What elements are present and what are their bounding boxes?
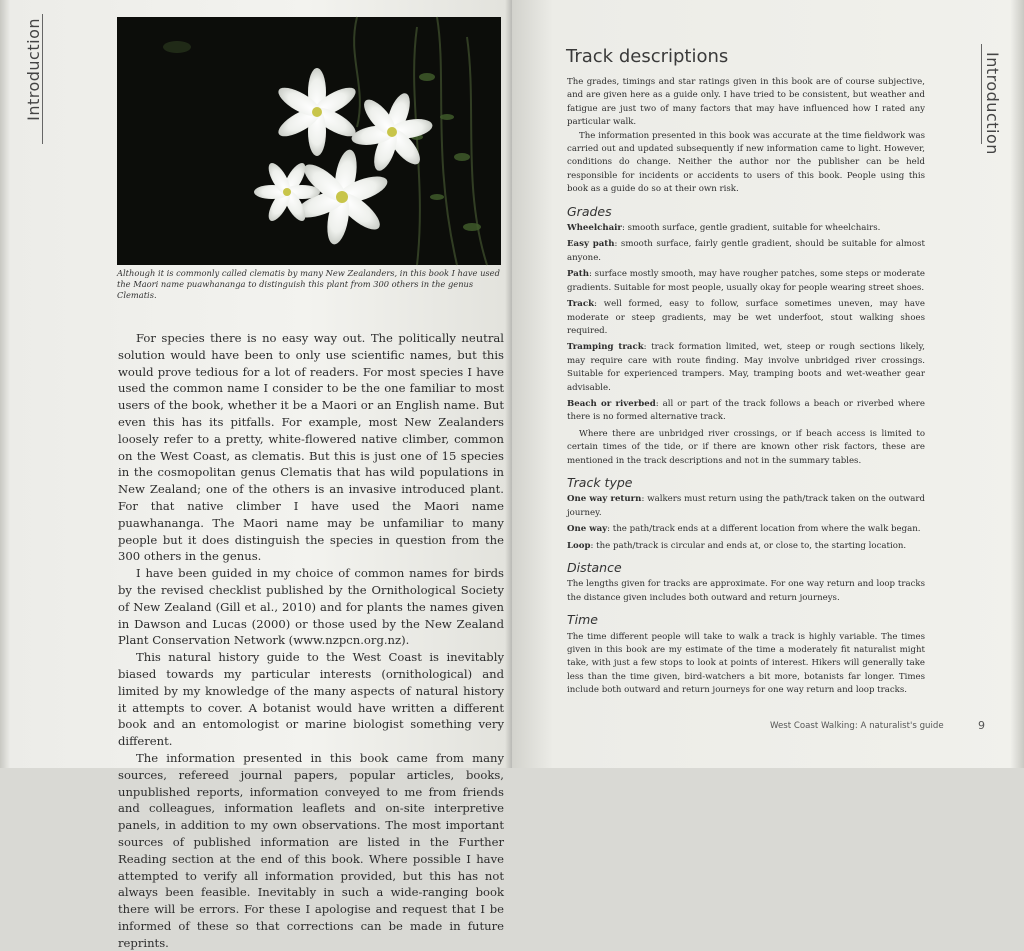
section-tab-rule [981,44,982,144]
track-type-term: Loop [567,540,591,551]
grade-definition [567,298,925,338]
body-paragraph: This natural history guide to the West Coast is inevitably biased towards my particular interests (ornithological) and limited by my knowledge of the many aspects of natural history it attempts to cover. A botanist would have written a different book and an entomologist or marine biologist something very different. [118,650,504,749]
grade-definition [567,398,925,425]
intro-paragraph: The grades, timings and star ratings given in this book are of course subjective, and are given here as a guide only. I have tried to be consistent, but weather and fatigue are just two of many factors that may have influenced how I rated any particular walk. [567,77,925,128]
section-heading-track-type: Track type [567,474,633,490]
flower-illustration [117,17,501,265]
left-body-text [118,330,504,951]
body-paragraph: I have been guided in my choice of common names for birds by the revised checklist published by the Ornithological Society of New Zealand (Gill et al., 2010) and for plants the names given in Dawson and Lucas (2000) or those used by the New Zealand Plant Conservation Network (www.nzpcn.org.nz). [118,566,504,648]
section-heading-time: Time [567,612,598,628]
right-body-text [567,76,925,698]
page-title: Track descriptions [566,46,729,67]
left-page [0,0,512,950]
track-type-desc: : the path/track ends at a different location from where the walk began. [607,524,921,535]
grade-definition [567,268,925,295]
section-tab-label: Introduction [24,18,43,121]
track-type-definition [567,523,925,536]
grade-desc: : smooth surface, fairly gentle gradient, should be suitable for almost anyone. [567,239,925,263]
grade-desc: : well formed, easy to follow, surface sometimes uneven, may have moderate or steep gradients, may be wet underfoot, stout walking shoes required. [567,299,925,336]
grade-desc: : all or part of the track follows a beach or riverbed where there is no formed alternative track. [567,398,925,423]
grade-definition [567,341,925,395]
running-footer: West Coast Walking: A naturalist's guide [770,721,944,731]
grade-term: Tramping track [567,342,644,353]
page-edge [1010,0,1024,768]
grade-term: Track [567,299,595,310]
body-paragraph: The information presented in this book came from many sources, refereed journal papers, popular articles, books, unpublished reports, information conveyed to me from friends and colleagues, information leaflets and on-site interpretive panels, in addition to my own observations. The most important sources of published information are listed in the Further Reading section at the end of this book. Where possible I have attempted to verify all information provided, but this has not always been feasible. Inevitably in such a wide-ranging book there will be errors. For these I apologise and request that I be informed of these so that corrections can be made in future reprints. [118,750,504,950]
page-edge [0,0,10,768]
track-type-term: One way return [567,494,642,505]
grade-definition [567,238,925,265]
intro-paragraph: The information presented in this book was accurate at the time fieldwork was carried out and updated subsequently if new information came to light. However, conditions do change. Neither the author nor the publisher can be held responsible for incidents or accidents to users of this book. People using this book as a guide do so at their own risk. [567,130,925,195]
track-type-definition [567,493,925,520]
section-tab-label: Introduction [983,52,1002,155]
right-page [512,0,1024,768]
track-type-desc: : walkers must return using the path/track taken on the outward journey. [567,494,925,518]
track-type-term: One way [567,524,608,535]
grade-term: Path [567,269,590,280]
grade-term: Easy path [567,239,615,250]
grade-desc: : track formation limited, wet, steep or rough sections likely, may require care with route finding. May involve unbridged river crossings. Suitable for experienced trampers. May, tramping boots and wet-weather gear advisable. [567,342,925,393]
grade-desc: : smooth surface, gentle gradient, suitable for wheelchairs. [621,223,881,234]
section-heading-distance: Distance [567,560,622,575]
photo-caption: Although it is commonly called clematis by many New Zealanders, in this book I have used the Maori name puawhananga to distinguish this plant from 300 others in the genus Clematis. [117,268,500,300]
grade-term: Wheelchair [567,223,622,234]
track-type-definition [567,540,925,553]
grade-definition [567,222,925,235]
grade-term: Beach or riverbed [567,398,656,409]
page-number: 9 [978,719,985,732]
clematis-photo [117,17,501,265]
grade-desc: : surface mostly smooth, may have rougher patches, some steps or moderate gradients. Suitable for most people, usually okay for people wearing street shoes. [567,269,925,293]
body-paragraph: For species there is no easy way out. The politically neutral solution would have been to only use scientific names, but this would prove tedious for a lot of readers. For most species I have used the common name I consider to be the one familiar to most users of the book, whether it be a Maori or an English name. But even this has its pitfalls. For example, most New Zealanders loosely refer to a pretty, white-flowered native climber, common on the West Coast, as clematis. But this is just one of 15 species in the cosmopolitan genus Clematis that has wild populations in New Zealand; one of the others is an invasive introduced plant. For that native climber I have used the Maori name puawhananga. The Maori name may be unfamiliar to many people but it does distinguish the species in question from the 300 others in the genus. [118,331,504,564]
grades-note: Where there are unbridged river crossings, or if beach access is limited to certain times of the tide, or if there are known other risk factors, these are mentioned in the track descriptions and not in the summary tables. [567,428,925,466]
section-heading-grades: Grades [567,203,612,219]
time-text: The time different people will take to walk a track is highly variable. The times given in this book are my estimate of the time a moderately fit naturalist might take, with just a few stops to look at points of interest. Hikers will generally take less than the time given, bird-watchers a bit more, botanists far longer. Times include both outward and return journeys for one way return and loop tracks. [567,631,925,696]
distance-text: The lengths given for tracks are approximate. For one way return and loop tracks the distance given includes both outward and return journeys. [567,579,925,603]
track-type-desc: : the path/track is circular and ends at, or close to, the starting location. [590,540,907,551]
